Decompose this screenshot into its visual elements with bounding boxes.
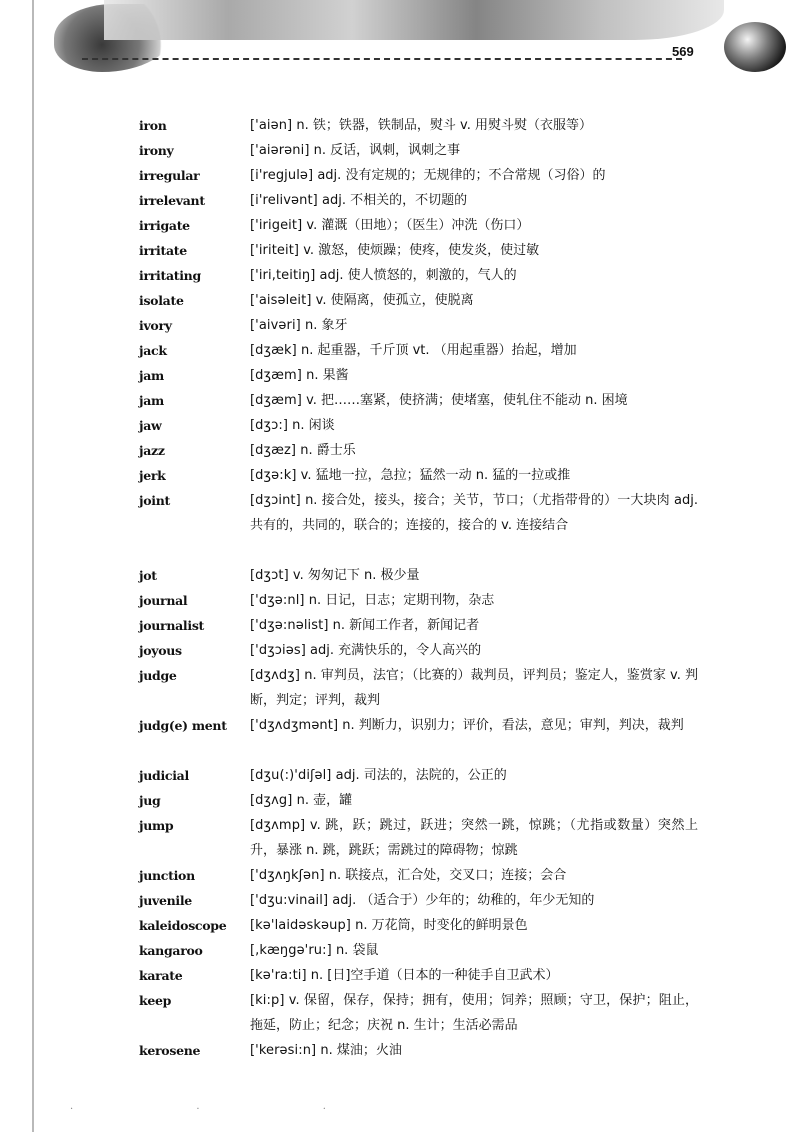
- entry-definition: v. 猛地一拉，急拉；猛然一动 n. 猛的一拉或推: [300, 468, 571, 483]
- entry-phonetic: [dʒɔt]: [250, 568, 289, 583]
- entry-definition-block: [250, 963, 698, 988]
- entry-headword: jot: [139, 568, 157, 583]
- entry-definition-block: [250, 1038, 698, 1063]
- entry-definition-block: [250, 313, 698, 338]
- entry-definition-block: [250, 163, 698, 188]
- entry-headword: kerosene: [139, 1043, 201, 1058]
- entry-definition-block: [250, 288, 698, 313]
- entry-definition: adj. 司法的，法院的，公正的: [335, 768, 507, 783]
- entry-headword: jam: [139, 368, 164, 383]
- entry-phonetic: [dʒʌdʒ]: [250, 668, 301, 683]
- entry-headword: isolate: [139, 293, 184, 308]
- entry-headword: jaw: [139, 418, 162, 433]
- entry-headword: judge: [139, 668, 177, 683]
- entry-headword: journalist: [139, 618, 205, 633]
- entry-definition: adj. 没有定规的；无规律的；不合常规（习俗）的: [317, 168, 606, 183]
- entry-definition: adj. （适合于）少年的；幼稚的，年少无知的: [332, 893, 595, 908]
- entry-headword: ivory: [139, 318, 172, 333]
- header-banner-decoration: [104, 0, 724, 40]
- entry-definition: n. 接合处，接头，接合；关节，节口；（尤指带骨的）一大块肉 adj. 共有的，共同的，联合的；连接的，接合的 v. 连接结合: [250, 493, 698, 533]
- entry-definition-block: [250, 413, 698, 438]
- entry-headword: irony: [139, 143, 174, 158]
- entry-definition: n. 审判员，法官；（比赛的）裁判员，评判员；鉴定人，鉴赏家 v. 判断，判定；评判，裁判: [250, 668, 698, 708]
- entry-definition-block: [250, 188, 698, 213]
- entry-phonetic: [dʒʌg]: [250, 793, 293, 808]
- entry-phonetic: ['dʒə:nl]: [250, 593, 305, 608]
- entry-headword: jam: [139, 393, 164, 408]
- entry-definition: v. 把……塞紧，使挤满；使堵塞，使轧住不能动 n. 困境: [306, 393, 628, 408]
- entry-phonetic: [dʒæz]: [250, 443, 297, 458]
- entry-definition-block: [250, 338, 698, 363]
- entry-phonetic: ['iriteit]: [250, 243, 300, 258]
- entry-headword: keep: [139, 993, 172, 1008]
- entry-definition-block: [250, 788, 698, 813]
- entry-definition: v. 激怒，使烦躁；使疼，使发炎，使过敏: [303, 243, 540, 258]
- entry-definition-block: [250, 813, 698, 863]
- entry-phonetic: [dʒæk]: [250, 343, 297, 358]
- entry-definition: adj. 充满快乐的，令人高兴的: [310, 643, 482, 658]
- entry-definition: v. 使隔离，使孤立，使脱离: [315, 293, 474, 308]
- entry-headword: jazz: [139, 443, 165, 458]
- entry-definition: n. 袋鼠: [335, 943, 379, 958]
- entry-phonetic: [i'relivənt]: [250, 193, 318, 208]
- entry-definition-block: [250, 463, 698, 488]
- entry-phonetic: ['aivəri]: [250, 318, 301, 333]
- entry-definition: adj. 不相关的，不切题的: [321, 193, 468, 208]
- entry-definition: n. 闲谈: [292, 418, 335, 433]
- entry-headword: kaleidoscope: [139, 918, 227, 933]
- entry-definition-block: [250, 888, 698, 913]
- entry-definition-block: [250, 438, 698, 463]
- entry-headword: iron: [139, 118, 167, 133]
- entry-phonetic: [dʒɔint]: [250, 493, 301, 508]
- entry-definition-block: [250, 563, 698, 588]
- entry-definition-block: [250, 988, 698, 1038]
- header-dashed-rule: [82, 58, 682, 60]
- entry-headword: kangaroo: [139, 943, 203, 958]
- entry-definition-block: [250, 713, 698, 738]
- entry-definition: n. 壶，罐: [296, 793, 353, 808]
- entry-definition-block: [250, 638, 698, 663]
- entry-headword: karate: [139, 968, 183, 983]
- entry-headword: irritate: [139, 243, 187, 258]
- entry-phonetic: ['iri,teitiŋ]: [250, 268, 316, 283]
- entry-definition-block: [250, 238, 698, 263]
- entry-phonetic: ['dʒə:nəlist]: [250, 618, 329, 633]
- entry-definition-block: [250, 488, 698, 538]
- entry-definition: n. 煤油；火油: [320, 1043, 402, 1058]
- entry-headword: jug: [139, 793, 161, 808]
- entry-phonetic: ['aisəleit]: [250, 293, 312, 308]
- entry-definition: n. 象牙: [304, 318, 348, 333]
- entry-phonetic: [dʒʌmp]: [250, 818, 306, 833]
- entry-definition-block: [250, 663, 698, 713]
- entry-headword: irregular: [139, 168, 200, 183]
- entry-headword: irrigate: [139, 218, 190, 233]
- entry-definition-block: [250, 388, 698, 413]
- entry-definition: n. 爵士乐: [300, 443, 356, 458]
- entry-definition: n. 日记，日志；定期刊物，杂志: [308, 593, 495, 608]
- entry-headword: juvenile: [139, 893, 192, 908]
- entry-definition: n. [日]空手道（日本的一种徒手自卫武术）: [310, 968, 559, 983]
- entry-definition: n. 判断力，识别力；评价，看法，意见；审判，判决，裁判: [342, 718, 684, 733]
- entry-phonetic: ['dʒɔiəs]: [250, 643, 306, 658]
- entry-definition-block: [250, 763, 698, 788]
- entry-headword: joyous: [139, 643, 182, 658]
- entry-phonetic: ['irigeit]: [250, 218, 303, 233]
- entry-phonetic: ['kerəsi:n]: [250, 1043, 317, 1058]
- entry-headword: jump: [139, 818, 174, 833]
- header-globe-decoration: [724, 22, 786, 72]
- entry-definition: n. 万花筒，时变化的鲜明景色: [355, 918, 528, 933]
- entry-phonetic: [dʒæm]: [250, 368, 302, 383]
- entry-definition: n. 起重器，千斤顶 vt. （用起重器）抬起，增加: [300, 343, 577, 358]
- entry-definition-block: [250, 138, 698, 163]
- entry-definition: adj. 使人愤怒的，刺激的，气人的: [319, 268, 517, 283]
- entry-phonetic: [dʒɔ:]: [250, 418, 289, 433]
- entry-definition-block: [250, 363, 698, 388]
- entry-definition-block: [250, 113, 698, 138]
- page-header: [34, 0, 800, 92]
- entry-headword: irritating: [139, 268, 201, 283]
- entry-phonetic: ['aiən]: [250, 118, 293, 133]
- entry-phonetic: ['dʒʌdʒmənt]: [250, 718, 339, 733]
- entry-definition: v. 灌溉（田地）；（医生）冲洗（伤口）: [306, 218, 530, 233]
- entry-definition: n. 反话，讽刺，讽刺之事: [313, 143, 461, 158]
- entry-phonetic: [kə'laidəskəup]: [250, 918, 351, 933]
- entry-definition-block: [250, 263, 698, 288]
- entry-phonetic: ['dʒʌŋkʃən]: [250, 868, 325, 883]
- entry-headword: junction: [139, 868, 195, 883]
- scan-specks: · · ·: [70, 1104, 386, 1115]
- entry-headword: judg(e) ment: [139, 718, 227, 733]
- entry-definition-block: [250, 913, 698, 938]
- entry-definition-block: [250, 938, 698, 963]
- entry-definition-block: [250, 613, 698, 638]
- entry-definition-block: [250, 213, 698, 238]
- page-left-rule: [32, 0, 34, 1132]
- entry-headword: joint: [139, 493, 170, 508]
- entry-phonetic: [i'regjulə]: [250, 168, 314, 183]
- entry-definition-block: [250, 588, 698, 613]
- entry-headword: jack: [139, 343, 167, 358]
- entry-headword: journal: [139, 593, 188, 608]
- page-number: 569: [672, 44, 694, 59]
- entry-headword: judicial: [139, 768, 189, 783]
- entry-definition: n. 新闻工作者，新闻记者: [332, 618, 480, 633]
- entry-phonetic: [dʒu(:)'diʃəl]: [250, 768, 332, 783]
- entry-definition: n. 联接点，汇合处，交叉口；连接；会合: [328, 868, 567, 883]
- entry-definition-block: [250, 863, 698, 888]
- entry-headword: jerk: [139, 468, 166, 483]
- entry-phonetic: ['dʒu:vinail]: [250, 893, 329, 908]
- entry-headword: irrelevant: [139, 193, 205, 208]
- entry-definition: v. 跳，跃；跳过，跃进；突然一跳，惊跳；（尤指或数量）突然上升，暴涨 n. 跳，跳跃；需跳过的障碍物；惊跳: [250, 818, 699, 858]
- entry-phonetic: ['aiərəni]: [250, 143, 310, 158]
- entry-definition: v. 保留，保存，保持；拥有，使用；饲养；照顾；守卫，保护；阻止，拖延，防止；纪念；庆祝 n. 生计；生活必需品: [250, 993, 698, 1033]
- entry-phonetic: [kə'ra:ti]: [250, 968, 307, 983]
- entry-phonetic: [ki:p]: [250, 993, 285, 1008]
- entry-phonetic: [,kæŋgə'ru:]: [250, 943, 332, 958]
- entry-phonetic: [dʒə:k]: [250, 468, 297, 483]
- entry-definition: v. 匆匆记下 n. 极少量: [292, 568, 420, 583]
- entry-definition: n. 果酱: [306, 368, 349, 383]
- entry-phonetic: [dʒæm]: [250, 393, 302, 408]
- entry-definition: n. 铁；铁器，铁制品，熨斗 v. 用熨斗熨（衣服等）: [296, 118, 592, 133]
